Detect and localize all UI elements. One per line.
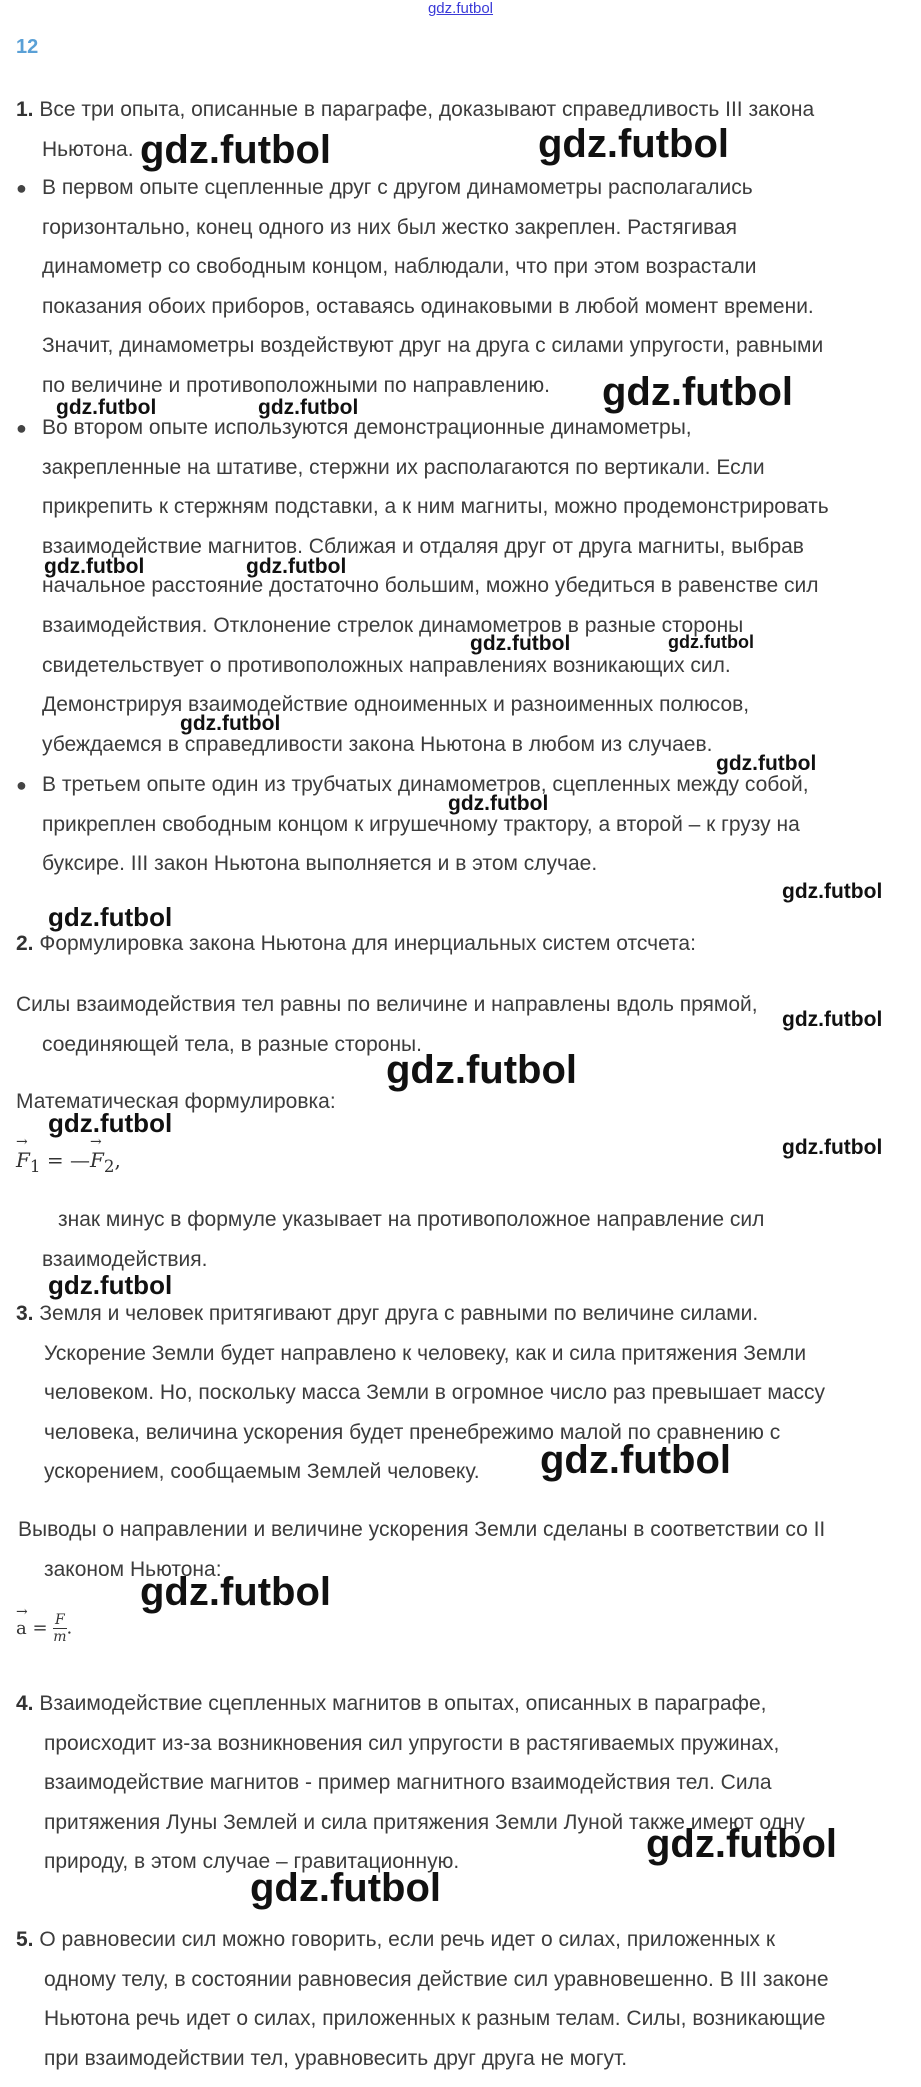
formula-operator: =	[26, 1617, 54, 1639]
text-line: убеждаемся в справедливости закона Ньютона в любом из случаев.	[42, 732, 713, 756]
q4-number: 4.	[16, 1692, 34, 1715]
watermark: gdz.futbol	[48, 902, 173, 932]
watermark: gdz.futbol	[140, 128, 332, 172]
text-line: Демонстрируя взаимодействие одноименных и разноименных полюсов,	[42, 693, 750, 717]
text-line: взаимодействия.	[42, 1247, 208, 1271]
text-line: Земля и человек притягивают друг друга с равными по величине силами.	[33, 1302, 759, 1325]
formula-operator: = —	[40, 1148, 90, 1172]
q5-number: 5.	[16, 1928, 34, 1951]
text-line: буксире. III закон Ньютона выполняется и в этом случае.	[42, 852, 598, 876]
text-line: ускорением, сообщаемым Землей человеку.	[44, 1460, 480, 1484]
text-line: закрепленные на штативе, стержни их располагаются по вертикали. Если	[42, 455, 765, 479]
q1-number: 1.	[16, 98, 34, 121]
q5-text	[16, 1920, 829, 2078]
text-line: показания обоих приборов, оставаясь одинаковыми в любой момент времени.	[42, 294, 814, 318]
watermark: gdz.futbol	[602, 370, 794, 414]
text-line: происходит из-за возникновения сил упругости в растягиваемых пружинах,	[44, 1731, 780, 1755]
text-line: В третьем опыте один из трубчатых динамометров, сцепленных между собой,	[42, 773, 809, 796]
fraction-numerator: F	[55, 1612, 65, 1628]
q2-heading-text: Формулировка закона Ньютона для инерциальных систем отсчета:	[39, 932, 696, 955]
vector-f2	[90, 1148, 115, 1176]
fraction-denominator: m	[53, 1629, 67, 1645]
formula-subscript: 2	[103, 1157, 115, 1176]
text-line: природу, в этом случае – гравитационную.	[44, 1850, 460, 1874]
formula-fraction	[53, 1612, 66, 1645]
site-link[interactable]: gdz.futbol	[427, 0, 494, 17]
text-line: прикрепить к стержням подставки, а к ним магниты, можно продемонстрировать	[42, 495, 829, 519]
text-line: Ускорение Земли будет направлено к человеку, как и сила притяжения Земли	[44, 1341, 807, 1365]
text-line: по величине и противоположными по направлению.	[42, 373, 551, 397]
text-line: человека, величина ускорения будет пренебрежимо малой по сравнению с	[44, 1420, 781, 1444]
text-line: взаимодействия. Отклонение стрелок динамометров в разные стороны	[42, 613, 744, 637]
q3-formula	[16, 1612, 72, 1645]
formula-symbol: F	[89, 1148, 104, 1172]
watermark: gdz.futbol	[538, 122, 730, 166]
q1-bullet-3	[42, 765, 809, 884]
q2-note	[42, 1200, 765, 1279]
text-line: В первом опыте сцепленные друг с другом динамометры располагались	[42, 176, 753, 199]
text-line: динамометр со свободным концом, наблюдали, что при этом возрастали	[42, 255, 757, 279]
q2-number: 2.	[16, 932, 34, 955]
q2-math-label: Математическая формулировка:	[16, 1090, 336, 1113]
watermark: gdz.futbol	[48, 1108, 173, 1138]
text-line: Во втором опыте используются демонстрационные динамометры,	[42, 416, 692, 439]
text-line: О равновесии сил можно говорить, если речь идет о силах, приложенных к	[39, 1928, 776, 1951]
watermark: gdz.futbol	[258, 396, 359, 419]
watermark: gdz.futbol	[540, 1438, 732, 1482]
text-line: человеком. Но, поскольку масса Земли в огромное число раз превышает массу	[44, 1381, 826, 1405]
bullet-icon: ●	[16, 178, 27, 198]
text-line: прикреплен свободным концом к игрушечному трактору, а второй – к грузу на	[42, 812, 800, 836]
text-line: Значит, динамометры воздействуют друг на друга с силами упругости, равными	[42, 334, 824, 358]
formula-punct: .	[66, 1617, 73, 1639]
watermark: gdz.futbol	[386, 1048, 578, 1092]
formula-symbol: F	[16, 1148, 30, 1172]
watermark: gdz.futbol	[646, 1822, 838, 1866]
formula-symbol: a	[16, 1617, 27, 1639]
text-line: горизонтально, конец одного из них был жестко закреплен. Растягивая	[42, 215, 737, 239]
vector-a	[16, 1618, 27, 1639]
watermark: gdz.futbol	[782, 880, 883, 903]
watermark: gdz.futbol	[250, 1866, 442, 1910]
watermark: gdz.futbol	[180, 712, 281, 735]
formula-punct: ,	[114, 1148, 121, 1172]
bullet-icon: ●	[16, 418, 27, 438]
formula-subscript: 1	[29, 1157, 41, 1176]
q1-intro-line: Все три опыта, описанные в параграфе, доказывают справедливость III закона	[39, 98, 815, 121]
text-line: взаимодействие магнитов - пример магнитного взаимодействия тел. Сила	[44, 1771, 772, 1795]
text-line: Взаимодействие сцепленных магнитов в опытах, описанных в параграфе,	[39, 1692, 767, 1715]
watermark: gdz.futbol	[56, 396, 157, 419]
text-line: соединяющей тела, в разные стороны.	[42, 1032, 422, 1056]
watermark: gdz.futbol	[716, 752, 817, 775]
q3-number: 3.	[16, 1302, 34, 1325]
q1-intro-line: Ньютона.	[42, 137, 134, 161]
watermark: gdz.futbol	[48, 1270, 173, 1300]
text-line: одному телу, в состоянии равновесия действие сил уравновешенно. В III законе	[44, 1967, 829, 1991]
bullet-icon: ●	[16, 775, 27, 795]
page-number: 12	[16, 36, 39, 58]
text-line: Выводы о направлении и величине ускорения Земли сделаны в соответствии со II	[18, 1518, 826, 1541]
watermark: gdz.futbol	[448, 792, 549, 815]
text-line: притяжения Луны Землей и сила притяжения Земли Луной также имеют одну	[44, 1810, 805, 1834]
vector-f1	[16, 1148, 41, 1176]
text-line: начальное расстояние достаточно большим, можно убедиться в равенстве сил	[42, 574, 819, 598]
text-line: свидетельствует о противоположных направлениях возникающих сил.	[42, 653, 731, 677]
text-line: знак минус в формуле указывает на противоположное направление сил	[58, 1208, 765, 1231]
watermark: gdz.futbol	[668, 632, 754, 652]
watermark: gdz.futbol	[140, 1570, 332, 1614]
text-line: Силы взаимодействия тел равны по величине и направлены вдоль прямой,	[16, 993, 758, 1016]
text-line: при взаимодействии тел, уравновесить друг друга не могут.	[44, 2046, 628, 2070]
text-line: законом Ньютона:	[44, 1557, 222, 1581]
q1-bullet-2	[42, 408, 829, 764]
watermark: gdz.futbol	[782, 1136, 883, 1159]
q2-formula	[16, 1148, 121, 1176]
text-line: взаимодействие магнитов. Сближая и отдаляя друг от друга магниты, выбрав	[42, 534, 804, 558]
watermark: gdz.futbol	[470, 632, 571, 655]
watermark: gdz.futbol	[782, 1008, 883, 1031]
watermark: gdz.futbol	[246, 555, 347, 578]
watermark: gdz.futbol	[44, 555, 145, 578]
text-line: Ньютона речь идет о силах, приложенных к разным телам. Силы, возникающие	[44, 2007, 826, 2031]
